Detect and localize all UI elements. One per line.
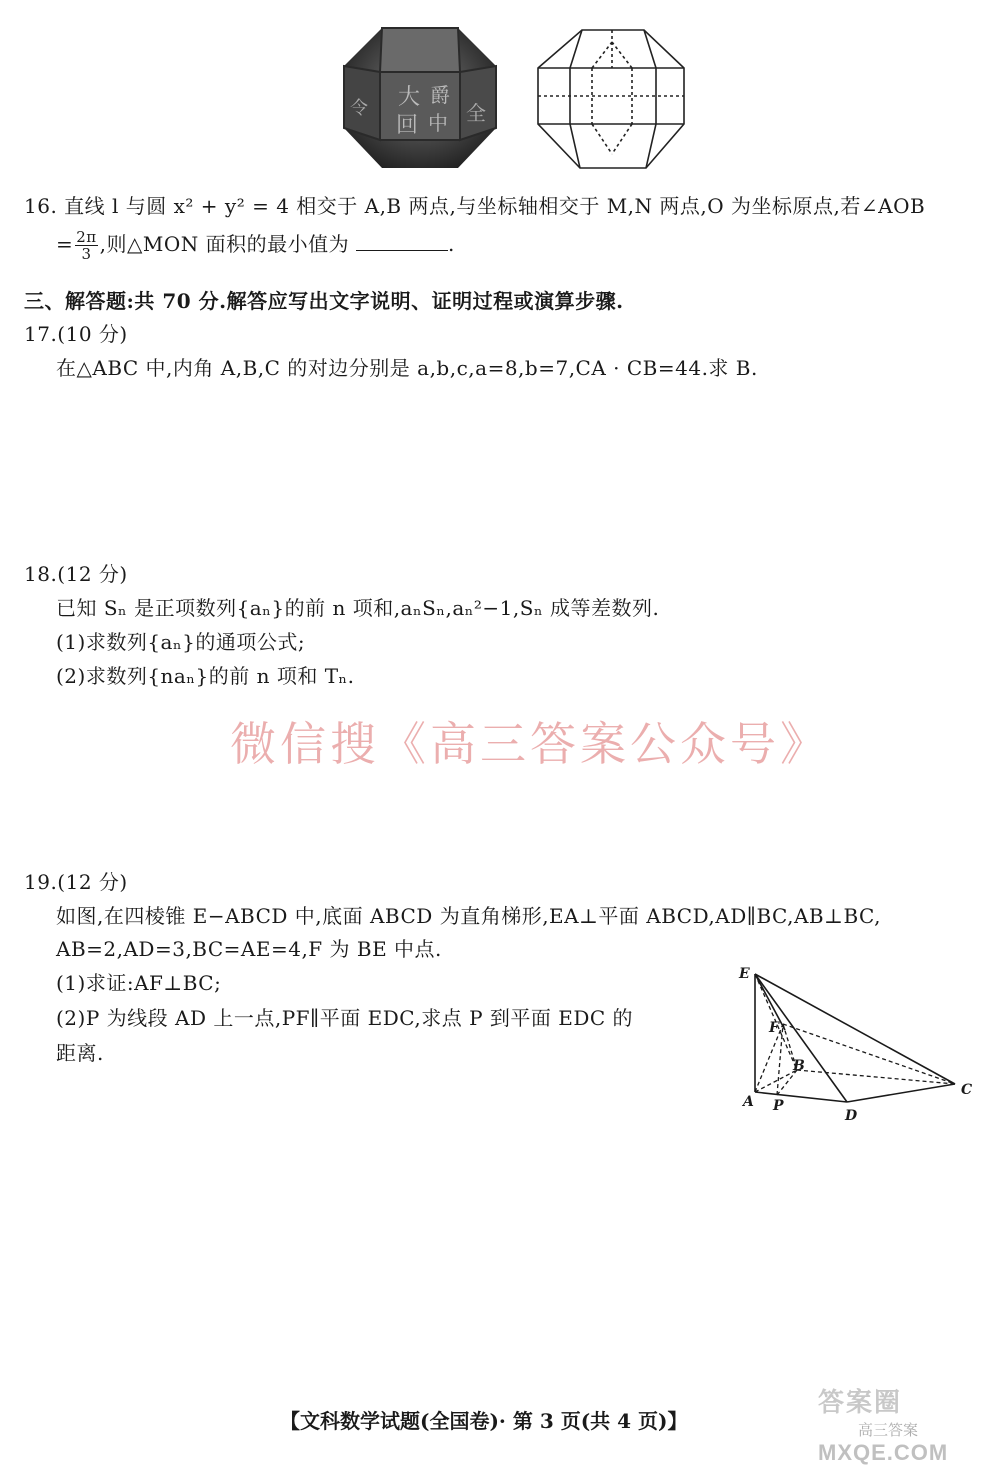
pyramid-diagram	[735, 960, 985, 1125]
q17-head: 17.(10 分)	[24, 322, 128, 346]
label-F: F	[769, 1020, 779, 1036]
q19-body2: AB=2,AD=3,BC=AE=4,F 为 BE 中点.	[56, 937, 442, 961]
q16-line2	[56, 228, 455, 262]
q16-answer-blank	[356, 234, 448, 251]
q16-line1: 16. 直线 l 与圆 x² + y² = 4 相交于 A,B 两点,与坐标轴相交于 M,N 两点,O 为坐标原点,若∠AOB	[24, 194, 926, 218]
q19-part1: (1)求证:AF⊥BC;	[56, 971, 222, 995]
seal-photo	[340, 22, 500, 172]
q18-part2: (2)求数列{naₙ}的前 n 项和 Tₙ.	[56, 664, 355, 688]
label-P: P	[773, 1098, 784, 1114]
seal-char-2: 爵	[430, 83, 450, 107]
q16-line2-text: ,则△MON 面积的最小值为	[99, 232, 350, 256]
q18-part1: (1)求数列{aₙ}的通项公式;	[56, 630, 306, 654]
label-C: C	[961, 1082, 973, 1098]
seal-char-3: 回	[396, 113, 419, 138]
q18-body: 已知 Sₙ 是正项数列{aₙ}的前 n 项和,aₙSₙ,aₙ²−1,Sₙ 成等差数列.	[56, 596, 660, 620]
seal-char-1: 大	[398, 85, 421, 110]
seal-char-5: 全	[466, 101, 486, 125]
q16-end: .	[448, 232, 455, 256]
q16-equals: =	[56, 232, 74, 256]
q17-body: 在△ABC 中,内角 A,B,C 的对边分别是 a,b,c,a=8,b=7,CA · CB=44.求 B.	[56, 356, 758, 380]
q19-body1: 如图,在四棱锥 E−ABCD 中,底面 ABCD 为直角梯形,EA⊥平面 ABCD,AD∥BC,AB⊥BC,	[56, 904, 881, 928]
seal-char-6: 令	[350, 98, 368, 119]
section-3-title: 三、解答题:共 70 分.解答应写出文字说明、证明过程或演算步骤.	[24, 289, 624, 313]
q16-frac-den: 3	[81, 245, 92, 263]
q16-fraction	[75, 229, 97, 262]
label-B: B	[793, 1058, 805, 1074]
label-D: D	[845, 1108, 858, 1124]
q18-head: 18.(12 分)	[24, 562, 128, 586]
watermark: 微信搜《高三答案公众号》	[230, 717, 830, 771]
stamp-line-3: MXQE.COM	[818, 1440, 949, 1465]
q16-frac-num: 2π	[76, 228, 97, 246]
page-footer: 【文科数学试题(全国卷)· 第 3 页(共 4 页)】	[280, 1409, 688, 1433]
stamp-line-1: 答案圈	[818, 1387, 903, 1417]
seal-char-4: 中	[428, 111, 448, 135]
stamp-line-2: 高三答案	[858, 1422, 919, 1439]
corner-stamp	[818, 1382, 988, 1465]
q19-part2b: 距离.	[56, 1041, 104, 1065]
label-E: E	[739, 966, 750, 982]
q19-part2a: (2)P 为线段 AD 上一点,PF∥平面 EDC,求点 P 到平面 EDC 的	[56, 1006, 634, 1030]
q19-head: 19.(12 分)	[24, 870, 128, 894]
label-A: A	[743, 1094, 754, 1110]
polyhedron-diagram	[532, 24, 692, 174]
